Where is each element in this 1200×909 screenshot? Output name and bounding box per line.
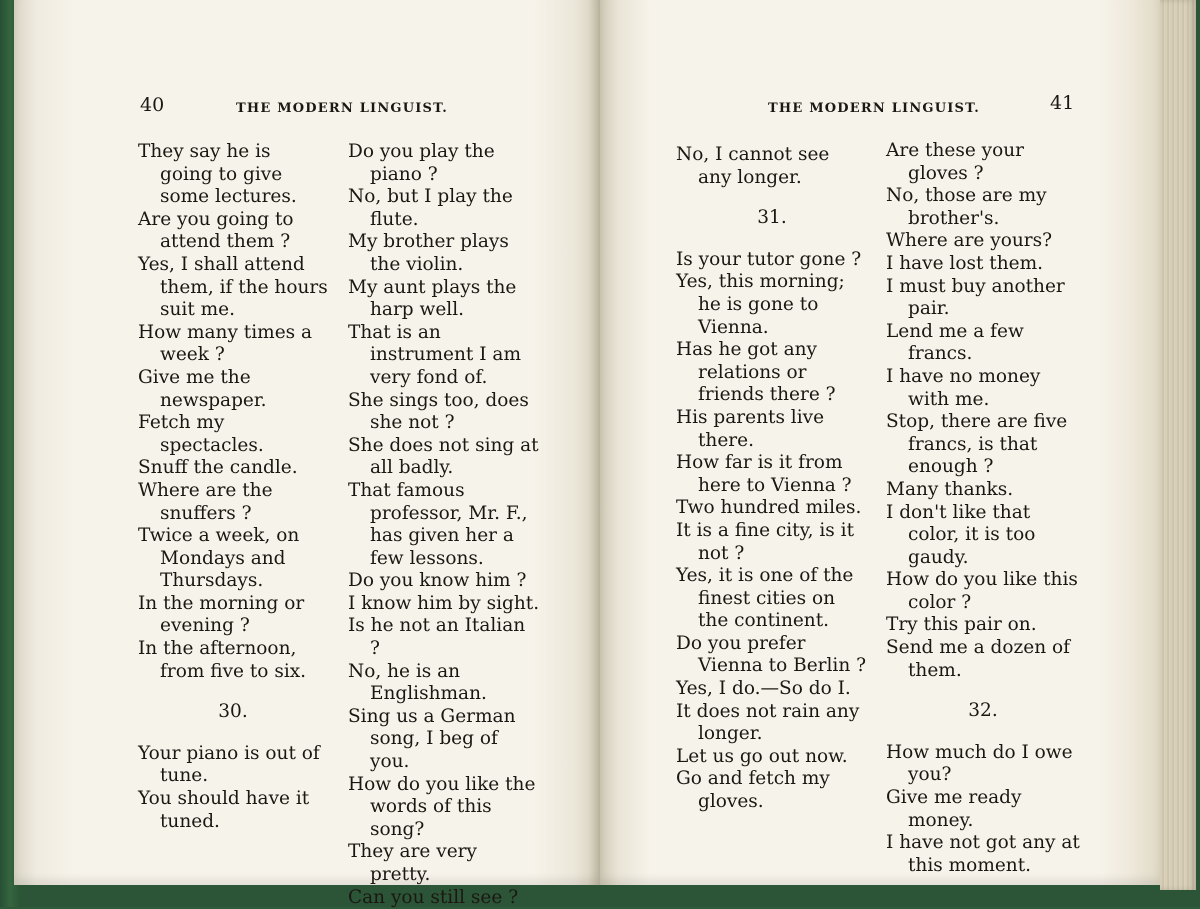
- phrase-line: In the morning or evening ?: [138, 592, 305, 637]
- phrase-line: Send me a dozen of them.: [886, 637, 1070, 681]
- page-number: 40: [140, 94, 165, 116]
- phrase-line: Two hundred miles.: [676, 497, 862, 519]
- section-number: 31.: [757, 207, 787, 229]
- phrase-line: Go and fetch my gloves.: [676, 768, 830, 813]
- phrase-line: How much do I owe you?: [886, 741, 1073, 786]
- phrase-line: It does not rain any longer.: [676, 700, 860, 745]
- phrase-line: His parents live there.: [676, 406, 825, 451]
- phrase-line: How do you like the words of this song?: [348, 773, 536, 840]
- phrase-line: My aunt plays the harp well.: [348, 276, 517, 321]
- phrase-line: No, but I play the flute.: [348, 186, 513, 230]
- phrase-line: Yes, this morning; he is gone to Vienna.: [676, 271, 845, 338]
- phrase-line: Where are the snuffers ?: [138, 479, 273, 524]
- phrase-line: Sing us a German song, I beg of you.: [348, 705, 516, 773]
- phrase-line: Do you play the piano ?: [348, 141, 495, 185]
- phrase-line: They say he is going to give some lectures.: [138, 141, 297, 208]
- phrase-line: She sings too, does she not ?: [348, 389, 529, 434]
- left-page: [14, 0, 600, 908]
- phrase-line: They are very pretty.: [348, 841, 477, 885]
- phrase-line: Can you still see ?: [348, 886, 519, 908]
- phrase-line: Has he got any relations or friends there ?: [676, 339, 836, 406]
- phrase-line: Do you know him ?: [348, 570, 527, 592]
- phrase-line: Try this pair on.: [886, 614, 1037, 636]
- phrase-line: That famous professor, Mr. F., has given her a few lessons.: [348, 479, 528, 569]
- phrase-line: I must buy another pair.: [886, 275, 1065, 320]
- left-column-1: [138, 141, 328, 833]
- phrase-line: No, those are my brother's.: [886, 185, 1047, 229]
- phrase-line: Are you going to attend them ?: [138, 208, 294, 253]
- phrase-line: Lend me a few francs.: [886, 320, 1024, 365]
- phrase-line: How do you like this color ?: [886, 569, 1078, 613]
- phrase-line: Let us go out now.: [676, 745, 848, 767]
- phrase-line: You should have it tuned.: [138, 788, 310, 832]
- phrase-line: It is a fine city, is it not ?: [676, 519, 855, 564]
- left-column-2: [348, 141, 540, 909]
- phrase-line: Is your tutor gone ?: [676, 248, 862, 270]
- phrase-line: Stop, there are five francs, is that enough ?: [886, 411, 1068, 478]
- section-number: 30.: [218, 701, 248, 723]
- phrase-line: Twice a week, on Mondays and Thursdays.: [138, 525, 300, 592]
- phrase-line: Yes, I do.—So do I.: [676, 678, 851, 700]
- phrase-line: She does not sing at all badly.: [348, 434, 539, 479]
- section-number: 32.: [968, 700, 998, 722]
- phrase-line: I have no money with me.: [886, 365, 1041, 410]
- phrase-line: Are these your gloves ?: [886, 140, 1025, 184]
- page-block-edge: [1160, 0, 1196, 890]
- phrase-line: In the afternoon, from five to six.: [138, 638, 307, 682]
- phrase-line: Your piano is out of tune.: [138, 742, 320, 787]
- phrase-line: No, he is an Englishman.: [348, 660, 487, 705]
- phrase-line: I don't like that color, it is too gaudy.: [886, 501, 1036, 568]
- phrase-line: That is an instrument I am very fond of.: [348, 321, 521, 388]
- phrase-line: I have not got any at this moment.: [886, 832, 1080, 876]
- phrase-line: Give me ready money.: [886, 787, 1022, 831]
- running-head: THE MODERN LINGUIST.: [236, 101, 449, 116]
- phrase-line: I have lost them.: [886, 252, 1043, 274]
- page-number: 41: [1050, 92, 1075, 114]
- phrase-line: Where are yours?: [886, 230, 1053, 252]
- phrase-line: Give me the newspaper.: [138, 366, 267, 411]
- phrase-line: My brother plays the violin.: [348, 231, 509, 275]
- phrase-line: Is he not an Italian ?: [348, 615, 526, 660]
- right-page: [600, 0, 1160, 885]
- phrase-line: No, I cannot see any longer.: [676, 144, 830, 188]
- running-head: THE MODERN LINGUIST.: [768, 101, 981, 116]
- phrase-line: Yes, it is one of the finest cities on the continent.: [676, 565, 854, 632]
- phrase-line: I know him by sight.: [348, 592, 540, 614]
- phrase-line: How far is it from here to Vienna ?: [676, 452, 852, 496]
- phrase-line: Fetch my spectacles.: [138, 412, 264, 456]
- phrase-line: Do you prefer Vienna to Berlin ?: [676, 632, 867, 677]
- phrase-line: How many times a week ?: [138, 321, 313, 366]
- phrase-line: Snuff the candle.: [138, 457, 298, 479]
- right-column-1: [676, 144, 868, 814]
- phrase-line: Many thanks.: [886, 478, 1014, 500]
- right-column-2: [886, 140, 1080, 877]
- phrase-line: Yes, I shall attend them, if the hours suit me.: [138, 253, 328, 321]
